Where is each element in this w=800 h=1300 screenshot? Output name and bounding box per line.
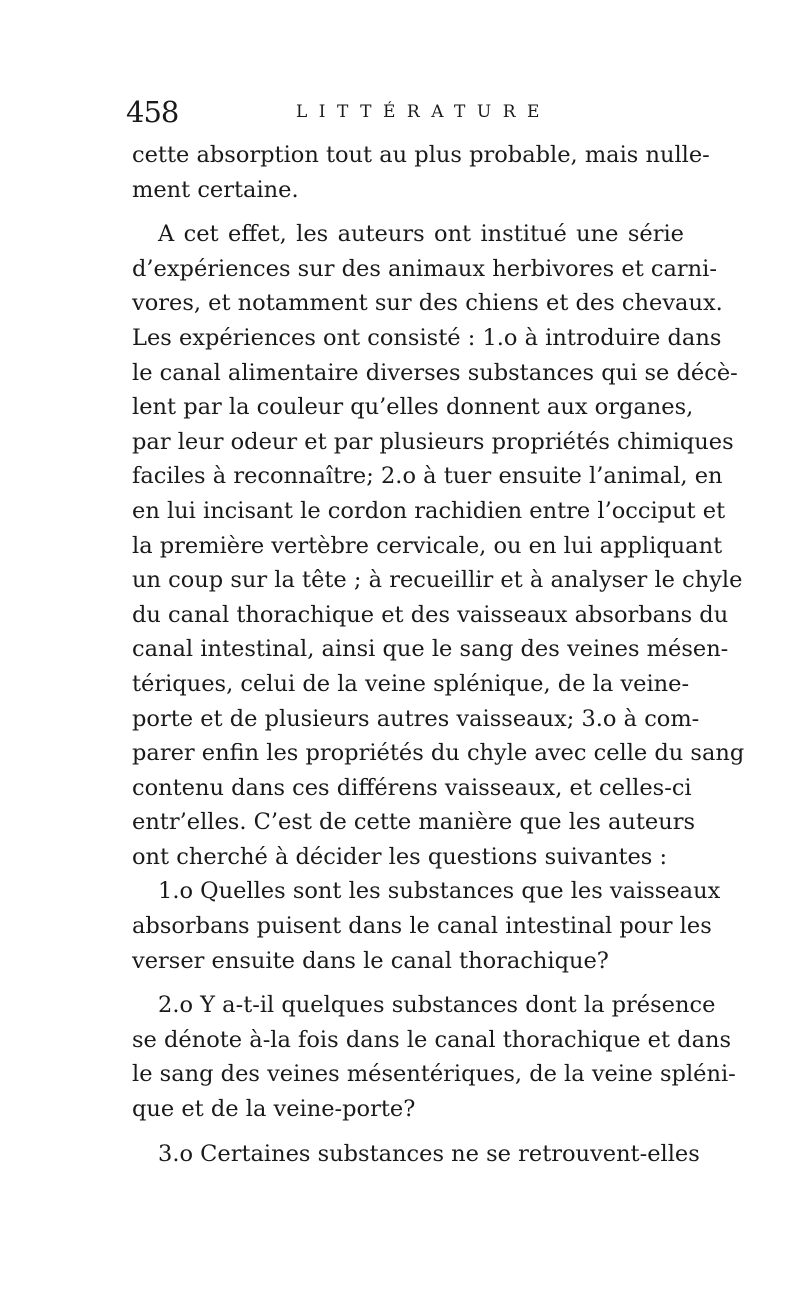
text-line: A cet effet, les auteurs ont institué une série — [158, 221, 684, 248]
text-line: faciles à reconnaître; 2.o à tuer ensuite l’animal, en — [132, 463, 723, 490]
running-title: LITTÉRATURE — [296, 102, 551, 122]
body-text — [132, 138, 745, 1171]
text-line: 3.o Certaines substances ne se retrouvent-elles — [158, 1140, 700, 1167]
text-line: 1.o Quelles sont les substances que les vaisseaux — [158, 878, 721, 905]
text-line: 2.o Y a-t-il quelques substances dont la présence — [158, 992, 716, 1019]
paragraph-gap — [132, 1127, 684, 1137]
paragraph-gap — [132, 978, 684, 988]
text-line: ont cherché à décider les questions suivantes : — [132, 843, 668, 870]
text-line: Les expériences ont consisté : 1.o à introduire dans — [132, 324, 722, 351]
text-line: ment certaine. — [132, 176, 299, 203]
text-line: un coup sur la tête ; à recueillir et à analyser le chyle — [132, 567, 743, 594]
text-line: tériques, celui de la veine splénique, de la veine- — [132, 670, 690, 697]
text-line: porte et de plusieurs autres vaisseaux; 3.o à com- — [132, 705, 700, 732]
page-number: 458 — [126, 95, 179, 129]
text-line: en lui incisant le cordon rachidien entre l’occiput et — [132, 497, 726, 524]
text-line: la première vertèbre cervicale, ou en lui appliquant — [132, 532, 723, 559]
text-line: le canal alimentaire diverses substances qui se décè- — [132, 359, 738, 386]
text-line: d’expériences sur des animaux herbivores et carni- — [132, 255, 717, 282]
text-line: vores, et notamment sur des chiens et des chevaux. — [132, 290, 723, 317]
text-line: entr’elles. C’est de cette manière que les auteurs — [132, 809, 695, 836]
text-line: canal intestinal, ainsi que le sang des veines mésen- — [132, 636, 729, 663]
text-line: verser ensuite dans le canal thorachique? — [132, 947, 609, 974]
paragraph-gap — [132, 207, 684, 217]
text-line: que et de la veine-porte? — [132, 1096, 416, 1123]
text-line: contenu dans ces différens vaisseaux, et celles-ci — [132, 774, 692, 801]
text-line: se dénote à-la fois dans le canal thorachique et dans — [132, 1026, 732, 1053]
text-line: absorbans puisent dans le canal intestinal pour les — [132, 913, 712, 940]
text-line: le sang des veines mésentériques, de la veine spléni- — [132, 1061, 736, 1088]
text-line: cette absorption tout au plus probable, mais nulle- — [132, 142, 710, 168]
text-line: lent par la couleur qu’elles donnent aux organes, — [132, 394, 694, 421]
text-line: du canal thorachique et des vaisseaux absorbans du — [132, 601, 729, 628]
running-head — [126, 92, 686, 132]
text-line: par leur odeur et par plusieurs propriétés chimiques — [132, 428, 734, 455]
text-line: parer enfin les propriétés du chyle avec celle du sang — [132, 740, 745, 767]
